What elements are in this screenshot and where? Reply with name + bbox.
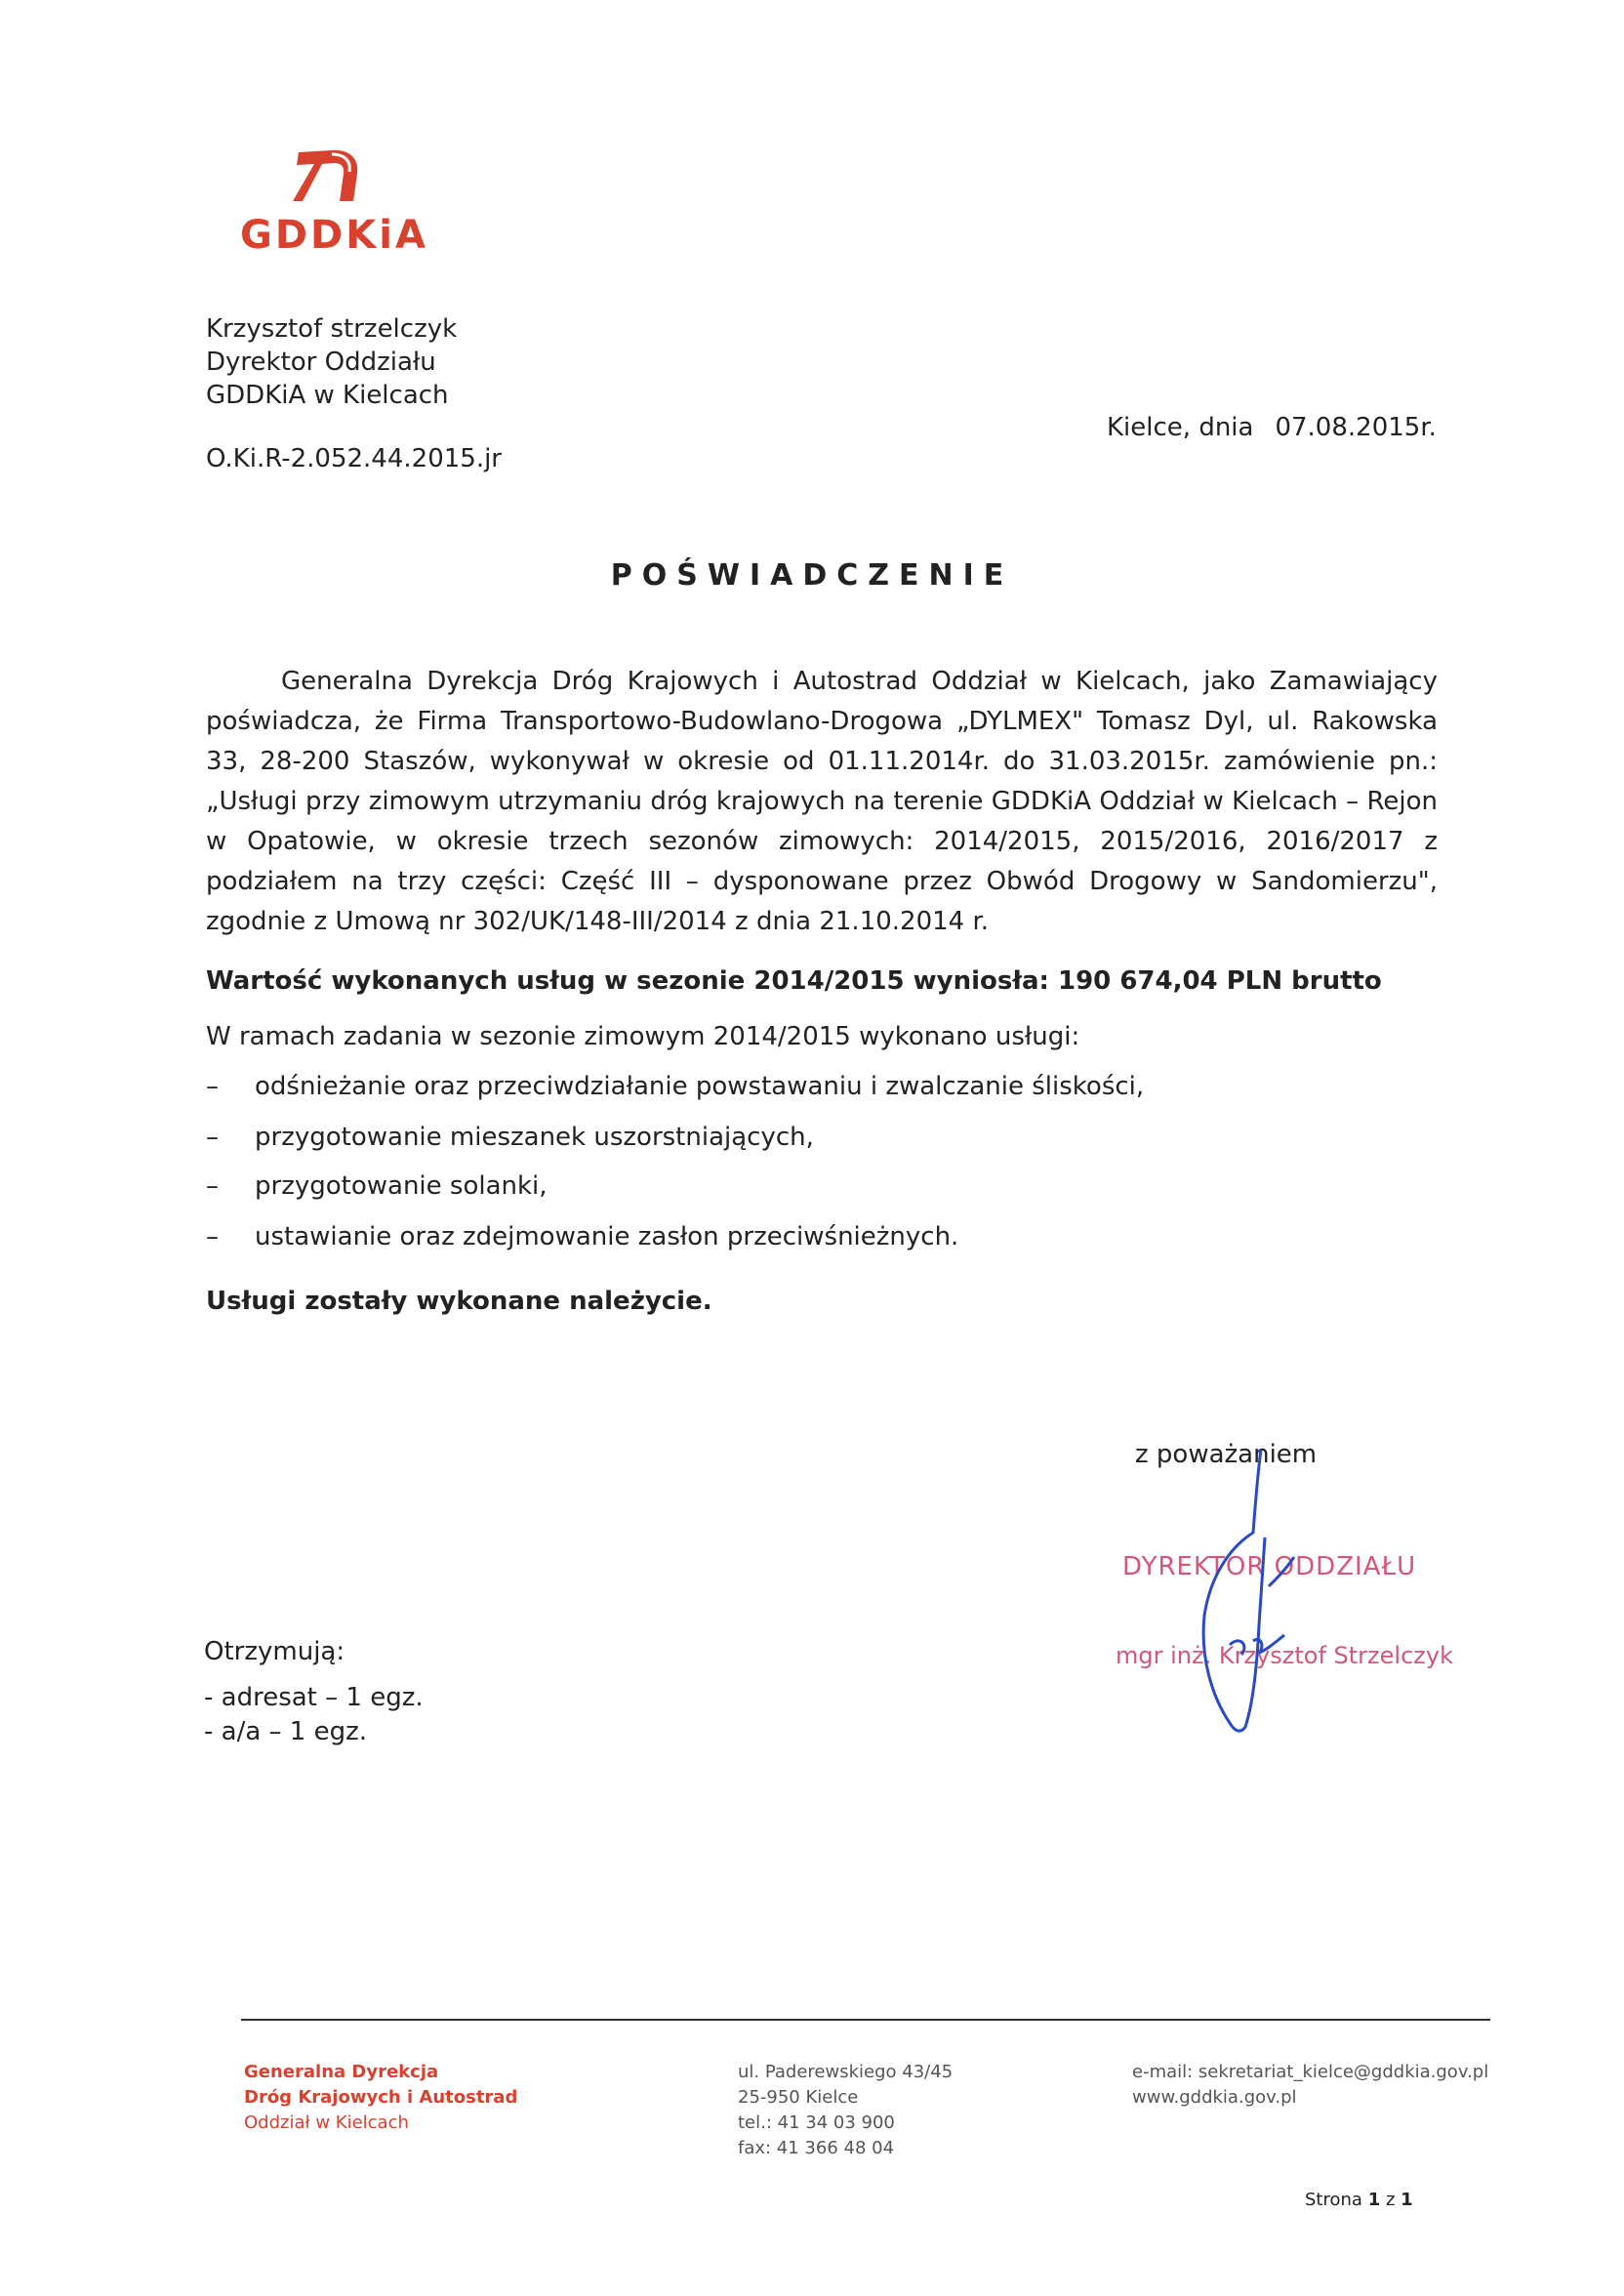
footer-org-line: Oddział w Kielcach [244,2112,409,2133]
footer-org-line: Dróg Krajowych i Autostrad [244,2087,518,2108]
signature-icon [1171,1440,1425,1742]
recipient-item: - adresat – 1 egz. [204,1683,424,1712]
page-current: 1 [1367,2190,1381,2210]
page-sep: z [1385,2190,1396,2210]
sender-name: Krzysztof strzelczyk [206,314,458,344]
footer-divider [241,2019,1490,2021]
list-dash: – [206,1222,219,1251]
sender-position: Dyrektor Oddziału [206,348,436,377]
gddkia-logo-icon [293,144,371,205]
services-intro: W ramach zadania w sezonie zimowym 2014/2015 wykonano usługi: [206,1022,1080,1051]
page-label: Strona [1305,2190,1362,2210]
list-item [206,1171,548,1201]
list-item-text: przygotowanie solanki, [255,1171,548,1201]
list-item [206,1072,1144,1101]
page-total: 1 [1401,2190,1413,2210]
footer-fax: fax: 41 366 48 04 [738,2138,895,2158]
footer-organization [244,2060,517,2136]
date-line [1107,413,1437,442]
footer-phone: tel.: 41 34 03 900 [738,2112,895,2133]
footer-address [738,2060,953,2161]
date-value: 07.08.2015r. [1275,413,1437,442]
logo-text: GDDKiA [240,213,428,258]
footer-org-line: Generalna Dyrekcja [244,2062,439,2082]
list-dash: – [206,1171,219,1201]
list-item [206,1123,814,1152]
date-place: Kielce, dnia [1107,413,1254,442]
sender-block [206,312,457,412]
footer-email: e-mail: sekretariat_kielce@gddkia.gov.pl [1132,2062,1489,2082]
document-title: POŚWIADCZENIE [610,558,1014,593]
list-item-text: ustawianie oraz zdejmowanie zasłon przeciwśnieżnych. [255,1222,959,1251]
reference-number: O.Ki.R-2.052.44.2015.jr [206,444,502,473]
list-item [206,1222,958,1251]
list-dash: – [206,1123,219,1152]
footer-street: ul. Paderewskiego 43/45 [738,2062,954,2082]
list-item-text: przygotowanie mieszanek uszorstniających, [255,1123,814,1152]
list-item-text: odśnieżanie oraz przeciwdziałanie powstawaniu i zwalczanie śliskości, [255,1072,1145,1101]
recipient-item: - a/a – 1 egz. [204,1717,368,1746]
stamp-title: DYREKTOR ODDZIAŁU [1122,1552,1417,1581]
stamp-name: mgr inż. Krzysztof Strzelczyk [1116,1642,1453,1669]
list-dash: – [206,1072,219,1101]
page-number [1305,2190,1413,2210]
footer-contact [1132,2060,1488,2111]
recipients-title: Otrzymują: [204,1637,345,1666]
body-paragraph: Generalna Dyrekcja Dróg Krajowych i Autostrad Oddział w Kielcach, jako Zamawiający poświadcza, że Firma Transportowo-Budowlano-Drogowa „DYLMEX" Tomasz Dyl, ul. Rakowska 33, 28-200 Staszów, wykonywał w okresie od 01.11.2014r. do 31.03.2015r. zamówienie pn.: „Usługi przy zimowym utrzymaniu dróg krajowych na terenie GDDKiA Oddział w Kielcach – Rejon w Opatowie, w okresie trzech sezonów zimowych: 2014/2015, 2015/2016, 2016/2017 z podziałem na trzy części: Część III – dysponowane przez Obwód Drogowy w Sandomierzu", zgodnie z Umową nr 302/UK/148-III/2014 z dnia 21.10.2014 r. [206,667,1438,936]
sender-unit: GDDKiA w Kielcach [206,381,449,410]
footer-website: www.gddkia.gov.pl [1132,2087,1297,2108]
conclusion: Usługi zostały wykonane należycie. [206,1287,712,1316]
footer-city: 25-950 Kielce [738,2087,859,2108]
closing-phrase: z poważaniem [1135,1440,1318,1469]
value-statement: Wartość wykonanych usług w sezonie 2014/2015 wyniosła: 190 674,04 PLN brutto [206,966,1382,996]
